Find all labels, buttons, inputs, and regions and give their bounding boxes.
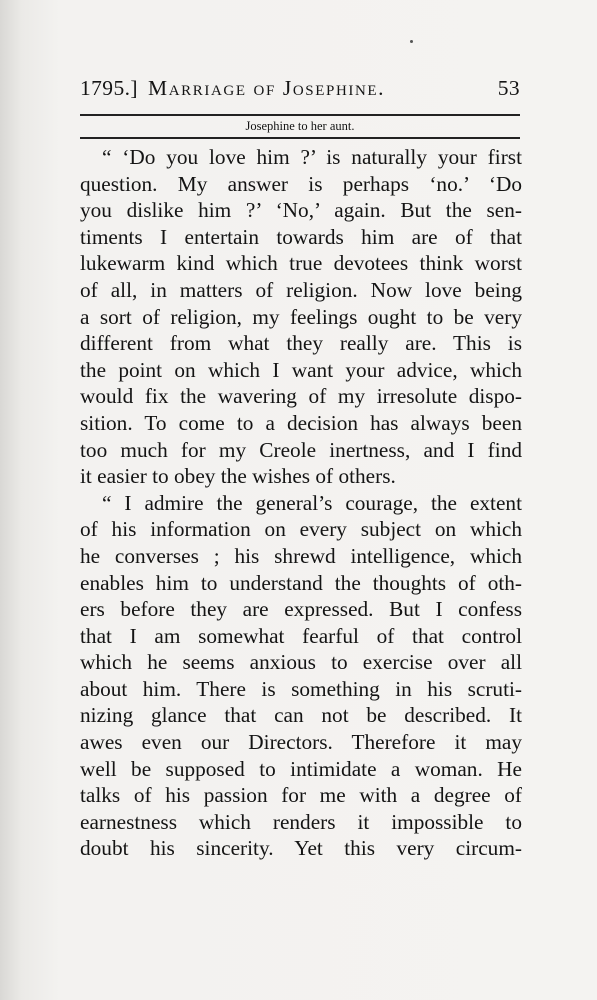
text-line: ers before they are expressed. But I confess xyxy=(80,597,522,622)
text-line: sition. To come to a decision has always been xyxy=(80,410,522,435)
text-line: question. My answer is perhaps ‘no.’ ‘Do xyxy=(80,171,522,196)
text-line: a sort of religion, my feelings ought to be very xyxy=(80,304,522,329)
text-line: well be supposed to intimidate a woman. He xyxy=(80,756,522,781)
text-line: too much for my Creole inertness, and I find xyxy=(80,437,522,462)
body-text xyxy=(80,144,522,862)
text-line: would fix the wavering of my irresolute dispo- xyxy=(80,384,522,409)
text-line: of his information on every subject on which xyxy=(80,517,522,542)
text-line: doubt his sincerity. Yet this very circum- xyxy=(80,836,522,861)
text-line: the point on which I want your advice, which xyxy=(80,357,522,382)
text-line: he converses ; his shrewd intelligence, which xyxy=(80,543,522,568)
header-rule-bottom xyxy=(80,137,520,139)
subheading: Josephine to her aunt. xyxy=(245,119,355,133)
text-line: you dislike him ?’ ‘No,’ again. But the sen- xyxy=(80,198,522,223)
text-line: “ I admire the general’s courage, the extent xyxy=(102,490,522,515)
text-line: “ ‘Do you love him ?’ is naturally your first xyxy=(102,145,522,169)
running-head xyxy=(80,76,520,108)
text-line: of all, in matters of religion. Now love being xyxy=(80,277,522,302)
text-line: talks of his passion for me with a degree of xyxy=(80,783,522,808)
header-rule-top xyxy=(80,114,520,116)
text-line: enables him to understand the thoughts of oth- xyxy=(80,570,522,595)
page-number: 53 xyxy=(497,76,520,100)
text-line: about him. There is something in his scruti- xyxy=(80,676,522,701)
text-line: awes even our Directors. Therefore it may xyxy=(80,730,522,755)
page-speck xyxy=(410,40,413,43)
text-line: it easier to obey the wishes of others. xyxy=(80,464,396,489)
text-line: nizing glance that can not be described. It xyxy=(80,703,522,728)
text-line: different from what they really are. This is xyxy=(80,331,522,356)
text-line: that I am somewhat fearful of that control xyxy=(80,623,522,648)
text-line: timents I entertain towards him are of that xyxy=(80,224,522,249)
text-line: lukewarm kind which true devotees think worst xyxy=(80,251,522,276)
running-head-title: Marriage of Josephine. xyxy=(148,76,386,100)
text-line: earnestness which renders it impossible to xyxy=(80,809,522,834)
text-line: which he seems anxious to exercise over all xyxy=(80,650,522,675)
running-head-year: 1795.] xyxy=(80,76,138,100)
